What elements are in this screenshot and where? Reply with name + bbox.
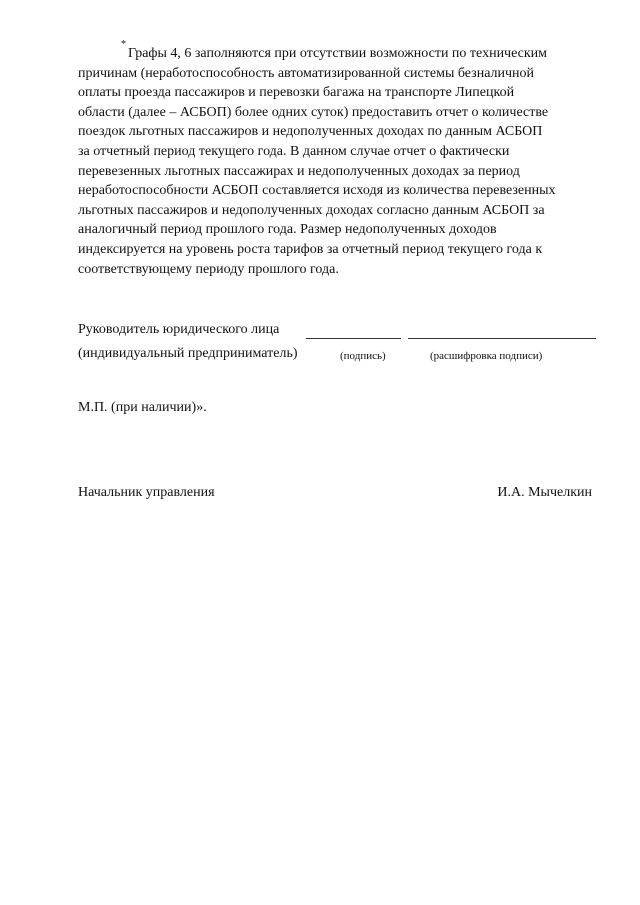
footnote-line-7: перевезенных льготных пассажирах и недополученных доходах за период [78,163,520,179]
footnote-line-11: индексируется на уровень роста тарифов за отчетный период текущего года к [78,241,543,257]
signatory-title: Руководитель юридического лица [78,322,280,337]
footnote-line-4: области (далее – АСБОП) более одних суток) предоставить отчет о количестве [78,104,549,120]
signature-decoding-caption: (расшифровка подписи) [430,350,543,362]
official-position: Начальник управления [78,485,215,500]
official-signature [78,484,592,502]
signatory-subtitle: (индивидуальный предприниматель) [78,346,298,361]
footnote-marker: * [121,39,126,50]
signature-caption: (подпись) [340,350,386,362]
footnote-line-3: оплаты проезда пассажиров и перевозки багажа на транспорте Липецкой [78,85,515,101]
footnote-line-9: льготных пассажиров и недополученных доходах согласно данным АСБОП за [78,202,545,218]
footnote-line-1 [78,39,596,64]
signature-decoding-line [408,338,596,339]
signature-section [78,321,598,371]
signature-line [306,338,401,339]
footnote-text-line-1: Графы 4, 6 заполняются при отсутствии возможности по техническим [128,46,548,61]
footnote-line-6: за отчетный период текущего года. В данном случае отчет о фактически [78,143,510,159]
footnote-line-8: неработоспособности АСБОП составляется исходя из количества перевезенных [78,183,556,199]
footnote-line-2: причинам (неработоспособность автоматизированной системы безналичной [78,65,535,81]
footnote-line-10: аналогичный период прошлого года. Размер недополученных доходов [78,222,497,238]
footnote-line-5: поездок льготных пассажиров и недополученных доходах по данным АСБОП [78,124,543,140]
stamp-place: М.П. (при наличии)». [78,400,207,415]
footnote-line-12: соответствующему периоду прошлого года. [78,261,339,277]
footnote [78,39,596,279]
official-name: И.А. Мычелкин [497,485,592,500]
